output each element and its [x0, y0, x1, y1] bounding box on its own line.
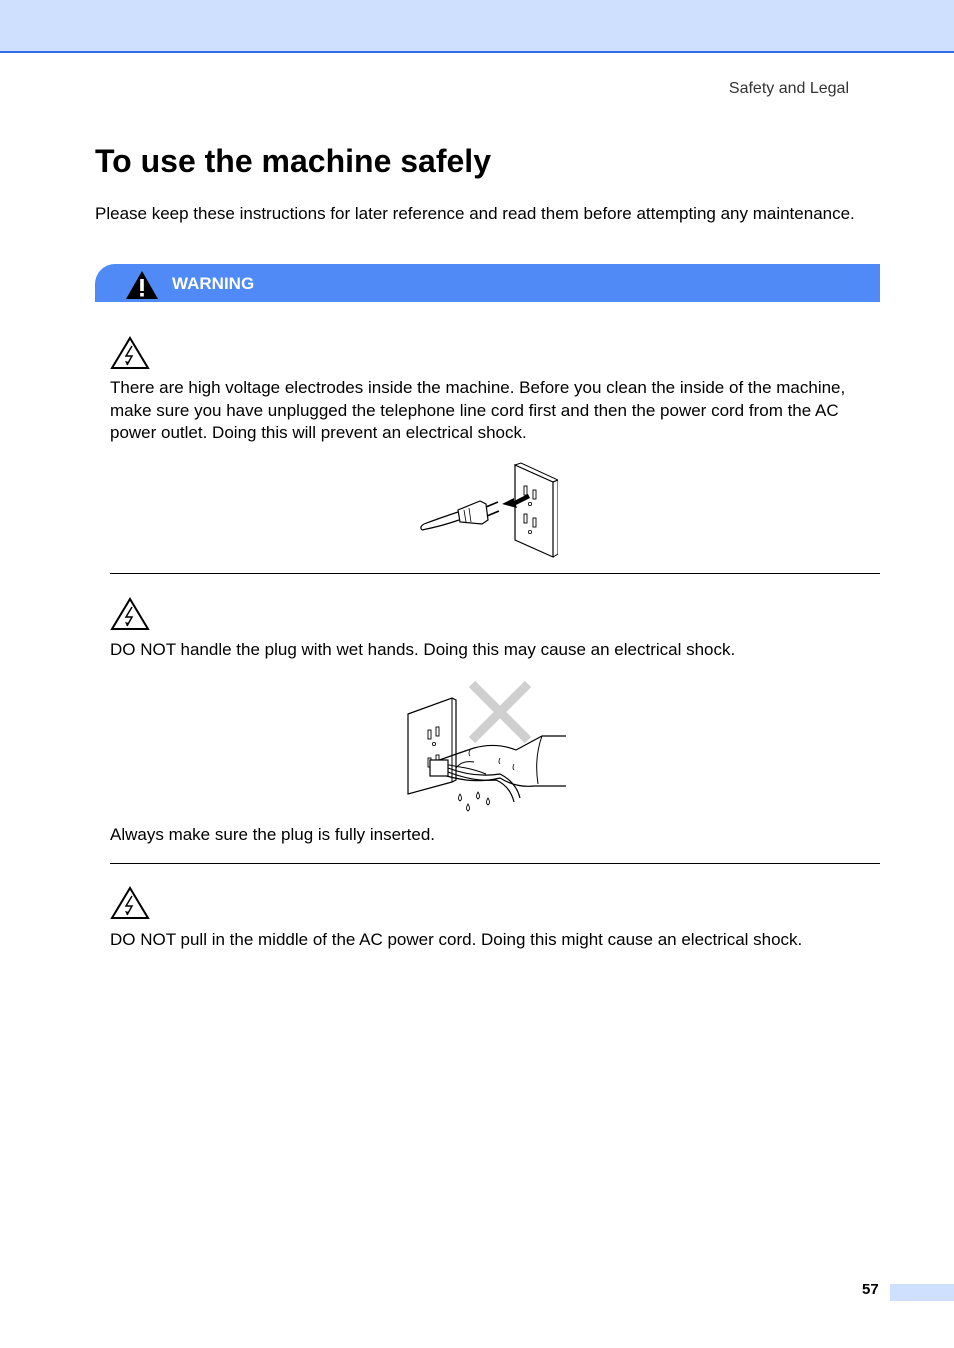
section-label: Safety and Legal [728, 80, 849, 97]
intro-text: Please keep these instructions for later reference and read them before attempting any maintenance. [95, 204, 855, 223]
page-number: 57 [862, 1281, 879, 1298]
section-divider [110, 573, 880, 574]
warning-triangle-icon [125, 270, 159, 300]
wet-hands-illustration [404, 678, 569, 813]
warning-text-2: DO NOT handle the plug with wet hands. Doing this may cause an electrical shock. [110, 640, 736, 659]
note-text-2: Always make sure the plug is fully inserted. [110, 825, 436, 844]
warning-banner [95, 264, 880, 302]
footer-band [890, 1284, 954, 1301]
electric-shock-icon [110, 336, 150, 370]
electric-shock-icon [110, 597, 150, 631]
warning-text-1: There are high voltage electrodes inside the machine. Before you clean the inside of the machine, make sure you have unplugged the telephone line cord first and then the power cord from the AC power outlet. Doing this will prevent an electrical shock. [110, 378, 846, 442]
section-divider [110, 863, 880, 864]
warning-label: WARNING [172, 274, 255, 293]
page-title: To use the machine safely [95, 143, 491, 179]
header-band [0, 0, 954, 53]
electric-shock-icon [110, 886, 150, 920]
warning-text-3: DO NOT pull in the middle of the AC power cord. Doing this might cause an electrical shock. [110, 930, 803, 949]
unplug-illustration [418, 460, 558, 560]
